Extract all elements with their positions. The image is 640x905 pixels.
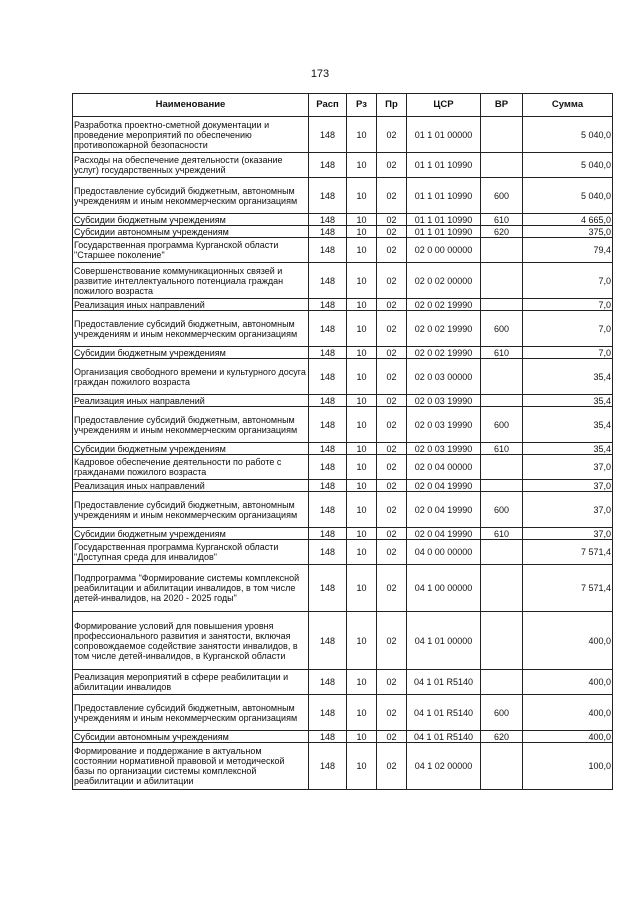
cell-rasp: 148 [309,695,347,731]
header-sum: Сумма [523,94,613,117]
cell-csr: 02 0 00 00000 [407,238,481,263]
cell-name: Субсидии автономным учреждениям [73,226,309,238]
table-row [73,311,613,347]
cell-vr [481,299,523,311]
cell-vr: 600 [481,311,523,347]
cell-vr: 610 [481,443,523,455]
cell-rasp: 148 [309,670,347,695]
table-row [73,480,613,492]
cell-rasp: 148 [309,263,347,299]
cell-csr: 04 1 01 00000 [407,612,481,670]
cell-rz: 10 [347,395,377,407]
cell-rz: 10 [347,743,377,790]
table-row [73,743,613,790]
table-row [73,226,613,238]
header-vr: ВР [481,94,523,117]
cell-rasp: 148 [309,395,347,407]
cell-pr: 02 [377,731,407,743]
cell-pr: 02 [377,480,407,492]
cell-pr: 02 [377,178,407,214]
cell-vr: 600 [481,492,523,528]
cell-name: Субсидии бюджетным учреждениям [73,443,309,455]
cell-name: Предоставление субсидий бюджетным, автономным учреждениям и иным некоммерческим организациям [73,178,309,214]
cell-name: Предоставление субсидий бюджетным, автономным учреждениям и иным некоммерческим организациям [73,311,309,347]
cell-rasp: 148 [309,117,347,153]
cell-csr: 04 1 01 R5140 [407,670,481,695]
cell-vr [481,540,523,565]
cell-csr: 01 1 01 10990 [407,178,481,214]
table-row [73,407,613,443]
cell-sum: 100,0 [523,743,613,790]
cell-sum: 4 665,0 [523,214,613,226]
header-name: Наименование [73,94,309,117]
cell-name: Реализация иных направлений [73,480,309,492]
cell-name: Предоставление субсидий бюджетным, автономным учреждениям и иным некоммерческим организациям [73,407,309,443]
cell-rz: 10 [347,238,377,263]
cell-vr [481,612,523,670]
cell-csr: 04 1 00 00000 [407,565,481,612]
cell-csr: 01 1 01 10990 [407,226,481,238]
header-rasp: Расп [309,94,347,117]
cell-name: Государственная программа Курганской области "Доступная среда для инвалидов" [73,540,309,565]
cell-csr: 02 0 02 19990 [407,299,481,311]
cell-name: Подпрограмма "Формирование системы комплексной реабилитации и абилитации инвалидов, в том числе детей-инвалидов, на 2020 - 2025 годы" [73,565,309,612]
cell-pr: 02 [377,695,407,731]
table-row [73,214,613,226]
table-row [73,731,613,743]
cell-name: Кадровое обеспечение деятельности по работе с гражданами пожилого возраста [73,455,309,480]
cell-vr: 600 [481,178,523,214]
cell-vr: 600 [481,695,523,731]
cell-rasp: 148 [309,299,347,311]
cell-rz: 10 [347,670,377,695]
cell-rz: 10 [347,299,377,311]
cell-pr: 02 [377,117,407,153]
cell-rz: 10 [347,359,377,395]
cell-rz: 10 [347,311,377,347]
cell-name: Разработка проектно-сметной документации и проведение мероприятий по обеспечению противопожарной безопасности [73,117,309,153]
cell-csr: 04 1 02 00000 [407,743,481,790]
table-row [73,565,613,612]
table-row [73,347,613,359]
cell-csr: 02 0 03 19990 [407,443,481,455]
cell-vr: 610 [481,528,523,540]
table-row [73,238,613,263]
cell-name: Формирование условий для повышения уровня профессионального развития и занятости, включая сопровождаемое содействие занятости инвалидов, в том числе детей-инвалидов, в Курганской области [73,612,309,670]
header-rz: Рз [347,94,377,117]
cell-vr [481,359,523,395]
cell-pr: 02 [377,492,407,528]
cell-sum: 7,0 [523,311,613,347]
cell-rasp: 148 [309,455,347,480]
cell-vr [481,480,523,492]
cell-pr: 02 [377,528,407,540]
cell-csr: 02 0 02 19990 [407,347,481,359]
cell-rz: 10 [347,347,377,359]
cell-name: Предоставление субсидий бюджетным, автономным учреждениям и иным некоммерческим организациям [73,695,309,731]
cell-sum: 5 040,0 [523,117,613,153]
cell-rasp: 148 [309,743,347,790]
cell-sum: 37,0 [523,480,613,492]
cell-sum: 400,0 [523,612,613,670]
cell-csr: 02 0 04 19990 [407,528,481,540]
cell-vr: 610 [481,214,523,226]
cell-sum: 79,4 [523,238,613,263]
cell-pr: 02 [377,299,407,311]
cell-pr: 02 [377,347,407,359]
cell-vr: 620 [481,226,523,238]
cell-name: Предоставление субсидий бюджетным, автономным учреждениям и иным некоммерческим организациям [73,492,309,528]
cell-pr: 02 [377,743,407,790]
budget-table [72,93,613,790]
cell-rasp: 148 [309,214,347,226]
table-row [73,395,613,407]
cell-pr: 02 [377,395,407,407]
cell-rz: 10 [347,731,377,743]
cell-pr: 02 [377,565,407,612]
table-row [73,178,613,214]
cell-pr: 02 [377,443,407,455]
cell-rasp: 148 [309,731,347,743]
cell-csr: 02 0 03 19990 [407,407,481,443]
cell-rasp: 148 [309,565,347,612]
cell-rasp: 148 [309,443,347,455]
cell-rasp: 148 [309,153,347,178]
table-row [73,263,613,299]
cell-name: Реализация иных направлений [73,395,309,407]
cell-csr: 02 0 04 00000 [407,455,481,480]
cell-csr: 02 0 03 19990 [407,395,481,407]
table-row [73,153,613,178]
cell-pr: 02 [377,263,407,299]
cell-rz: 10 [347,612,377,670]
cell-name: Организация свободного времени и культурного досуга граждан пожилого возраста [73,359,309,395]
cell-name: Формирование и поддержание в актуальном состоянии нормативной правовой и методической базы по организации системы комплексной реабилитации и абилитации [73,743,309,790]
table-row [73,528,613,540]
cell-sum: 35,4 [523,359,613,395]
cell-rasp: 148 [309,492,347,528]
cell-rasp: 148 [309,528,347,540]
cell-vr [481,263,523,299]
cell-csr: 04 1 01 R5140 [407,731,481,743]
cell-pr: 02 [377,540,407,565]
cell-pr: 02 [377,311,407,347]
cell-rasp: 148 [309,226,347,238]
cell-rz: 10 [347,480,377,492]
cell-pr: 02 [377,455,407,480]
cell-name: Субсидии бюджетным учреждениям [73,214,309,226]
cell-vr [481,395,523,407]
cell-sum: 7 571,4 [523,565,613,612]
cell-vr [481,565,523,612]
cell-rasp: 148 [309,178,347,214]
cell-csr: 01 1 01 10990 [407,153,481,178]
page-number: 173 [310,68,330,80]
table-body [73,117,613,790]
cell-rz: 10 [347,695,377,731]
cell-name: Субсидии автономным учреждениям [73,731,309,743]
cell-vr [481,238,523,263]
cell-sum: 35,4 [523,407,613,443]
cell-csr: 02 0 02 00000 [407,263,481,299]
cell-pr: 02 [377,238,407,263]
cell-sum: 5 040,0 [523,178,613,214]
cell-sum: 5 040,0 [523,153,613,178]
cell-sum: 375,0 [523,226,613,238]
cell-rz: 10 [347,443,377,455]
cell-pr: 02 [377,226,407,238]
cell-rz: 10 [347,178,377,214]
cell-vr: 610 [481,347,523,359]
cell-name: Субсидии бюджетным учреждениям [73,347,309,359]
cell-vr: 620 [481,731,523,743]
table-row [73,117,613,153]
cell-vr [481,743,523,790]
cell-name: Реализация иных направлений [73,299,309,311]
cell-csr: 02 0 04 19990 [407,480,481,492]
table-row [73,359,613,395]
header-csr: ЦСР [407,94,481,117]
cell-sum: 7,0 [523,299,613,311]
table-row [73,492,613,528]
table-row [73,540,613,565]
cell-pr: 02 [377,612,407,670]
cell-name: Субсидии бюджетным учреждениям [73,528,309,540]
table-row [73,455,613,480]
cell-rz: 10 [347,565,377,612]
cell-csr: 04 0 00 00000 [407,540,481,565]
cell-sum: 7,0 [523,347,613,359]
cell-sum: 400,0 [523,731,613,743]
cell-sum: 35,4 [523,395,613,407]
cell-rasp: 148 [309,612,347,670]
cell-name: Реализация мероприятий в сфере реабилитации и абилитации инвалидов [73,670,309,695]
table-row [73,443,613,455]
cell-name: Расходы на обеспечение деятельности (оказание услуг) государственных учреждений [73,153,309,178]
cell-rasp: 148 [309,480,347,492]
table-row [73,670,613,695]
cell-rz: 10 [347,117,377,153]
cell-vr [481,117,523,153]
cell-rz: 10 [347,540,377,565]
cell-pr: 02 [377,153,407,178]
cell-csr: 04 1 01 R5140 [407,695,481,731]
table-row [73,695,613,731]
cell-rz: 10 [347,455,377,480]
cell-csr: 01 1 01 00000 [407,117,481,153]
cell-rasp: 148 [309,311,347,347]
cell-pr: 02 [377,670,407,695]
cell-rasp: 148 [309,407,347,443]
cell-vr [481,670,523,695]
cell-csr: 02 0 03 00000 [407,359,481,395]
cell-rz: 10 [347,407,377,443]
cell-sum: 37,0 [523,528,613,540]
table-row [73,299,613,311]
cell-rasp: 148 [309,540,347,565]
cell-rasp: 148 [309,359,347,395]
cell-sum: 7 571,4 [523,540,613,565]
cell-rz: 10 [347,528,377,540]
cell-sum: 400,0 [523,695,613,731]
cell-sum: 35,4 [523,443,613,455]
cell-csr: 02 0 04 19990 [407,492,481,528]
table-row [73,612,613,670]
cell-sum: 400,0 [523,670,613,695]
cell-pr: 02 [377,214,407,226]
cell-vr: 600 [481,407,523,443]
cell-rz: 10 [347,214,377,226]
cell-rz: 10 [347,153,377,178]
cell-vr [481,153,523,178]
cell-csr: 02 0 02 19990 [407,311,481,347]
cell-sum: 37,0 [523,455,613,480]
cell-pr: 02 [377,359,407,395]
header-pr: Пр [377,94,407,117]
cell-csr: 01 1 01 10990 [407,214,481,226]
cell-rz: 10 [347,263,377,299]
cell-rasp: 148 [309,238,347,263]
table-header-row [73,94,613,117]
cell-rz: 10 [347,492,377,528]
cell-rasp: 148 [309,347,347,359]
cell-rz: 10 [347,226,377,238]
cell-sum: 37,0 [523,492,613,528]
cell-name: Совершенствование коммуникационных связей и развитие интеллектуального потенциала граждан пожилого возраста [73,263,309,299]
cell-sum: 7,0 [523,263,613,299]
cell-pr: 02 [377,407,407,443]
cell-vr [481,455,523,480]
cell-name: Государственная программа Курганской области "Старшее поколение" [73,238,309,263]
